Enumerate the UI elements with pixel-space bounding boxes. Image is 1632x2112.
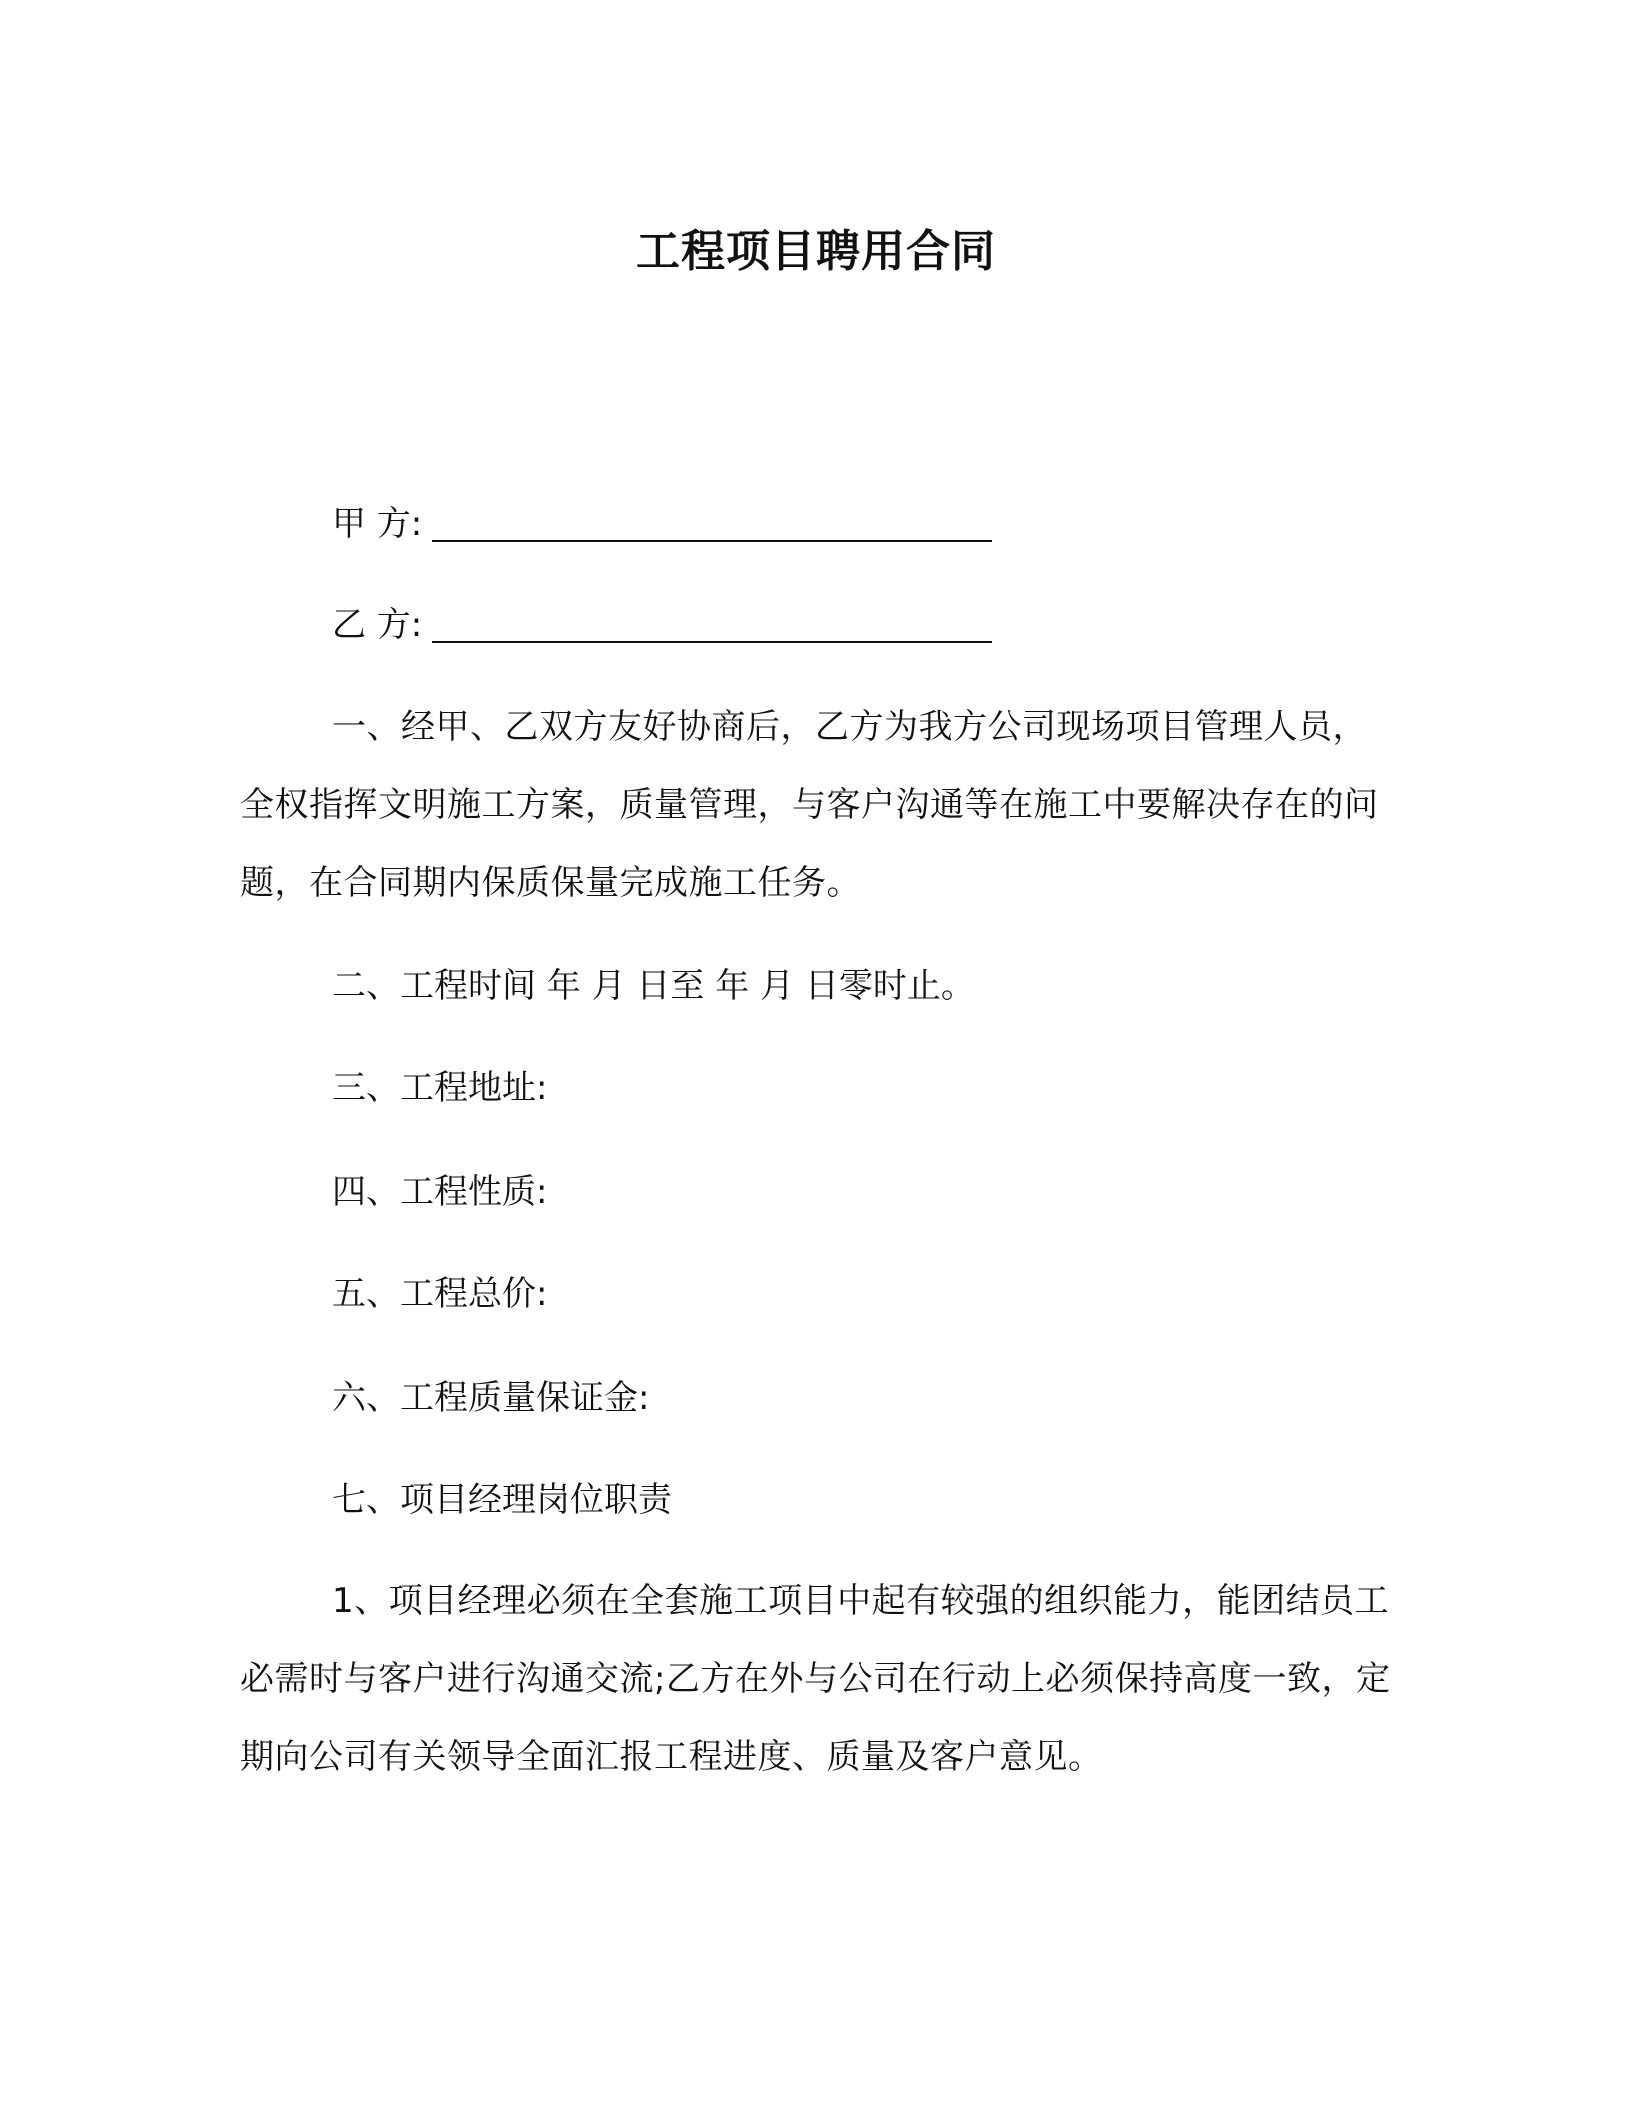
party-a-line xyxy=(332,500,992,548)
duty-1: 1、项目经理必须在全套施工项目中起有较强的组织能力，能团结员工必需时与客户进行沟通交流;乙方在外与公司在行动上必须保持高度一致，定期向公司有关领导全面汇报工程进度、质量及客户意见。 xyxy=(240,1581,1391,1777)
clause-6: 六、工程质量保证金: xyxy=(332,1378,650,1418)
clause-3: 三、工程地址: xyxy=(332,1068,548,1108)
clause-1: 一、经甲、乙双方友好协商后，乙方为我方公司现场项目管理人员，全权指挥文明施工方案，质量管理，与客户沟通等在施工中要解决存在的问题，在合同期内保质保量完成施工任务。 xyxy=(240,707,1379,903)
clause-7: 七、项目经理岗位职责 xyxy=(332,1480,672,1520)
party-b-label: 乙 方: xyxy=(332,605,423,645)
party-b-line xyxy=(332,601,992,649)
clause-4: 四、工程性质: xyxy=(332,1172,548,1212)
party-a-blank xyxy=(432,510,992,542)
party-b-blank xyxy=(432,611,992,643)
clause-5: 五、工程总价: xyxy=(332,1274,548,1314)
party-a-label: 甲 方: xyxy=(332,504,423,544)
clause-2: 二、工程时间 年 月 日至 年 月 日零时止。 xyxy=(332,966,975,1006)
document-title: 工程项目聘用合同 xyxy=(636,226,996,277)
